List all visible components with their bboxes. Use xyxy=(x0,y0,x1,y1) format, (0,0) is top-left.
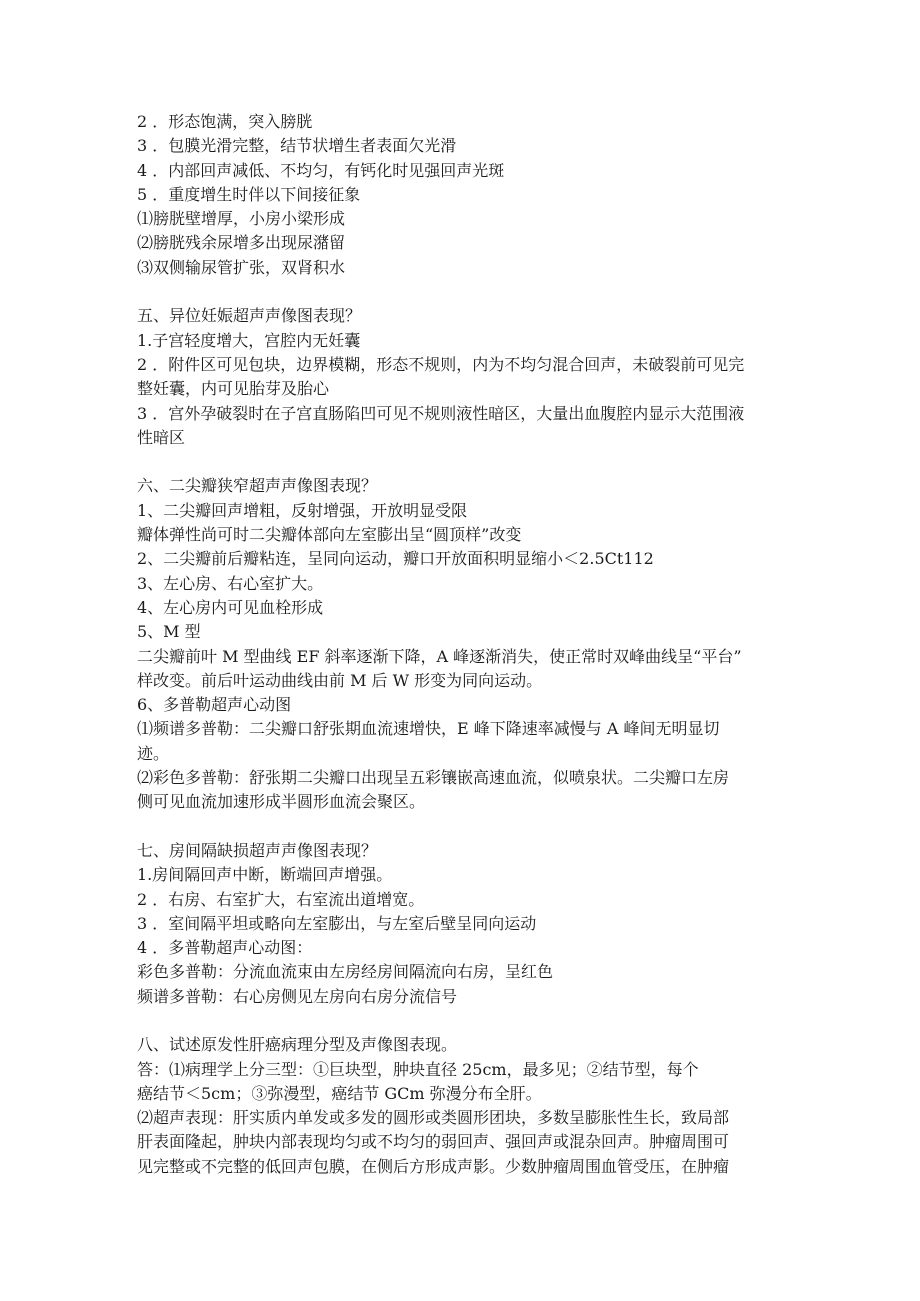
text-line: ⑵膀胱残余尿增多出现尿潴留 xyxy=(137,233,346,253)
text-line: 肝表面隆起，肿块内部表现均匀或不均匀的弱回声、强回声或混杂回声。肿瘤周围可 xyxy=(137,1132,730,1152)
text-line: 5、M 型 xyxy=(137,622,201,642)
text-line: 整妊囊，内可见胎芽及胎心 xyxy=(137,379,330,399)
text-line: 二尖瓣前叶 M 型曲线 EF 斜率逐渐下降，A 峰逐渐消失，使正常时双峰曲线呈“平台” xyxy=(137,646,742,666)
text-line: 侧可见血流加速形成半圆形血流会聚区。 xyxy=(137,792,426,812)
paragraph-gap xyxy=(137,450,790,474)
text-line: 1、二尖瓣回声增粗，反射增强，开放明显受限 xyxy=(137,500,468,520)
text-line: 4 ．内部回声减低、不均匀，有钙化时见强回声光斑 xyxy=(137,160,505,180)
text-line: 频谱多普勒：右心房侧见左房向右房分流信号 xyxy=(137,986,458,1006)
text-section xyxy=(137,304,790,450)
text-line: 1.子宫轻度增大，宫腔内无妊囊 xyxy=(137,330,361,350)
text-line: 样改变。前后叶运动曲线由前 M 后 W 形变为同向运动。 xyxy=(137,670,543,690)
text-line: 八、试述原发性肝癌病理分型及声像图表现。 xyxy=(137,1035,458,1055)
paragraph-gap xyxy=(137,1009,790,1033)
text-line: 彩色多普勒：分流血流束由左房经房间隔流向右房，呈红色 xyxy=(137,962,554,982)
text-section xyxy=(137,474,790,814)
text-line: 3 ．包膜光滑完整，结节状增生者表面欠光滑 xyxy=(137,136,457,156)
text-line: 癌结节＜5cm；③弥漫型，癌结节 GCm 弥漫分布全肝。 xyxy=(137,1083,542,1103)
text-line: 五、异位妊娠超声声像图表现？ xyxy=(137,306,362,326)
document-body xyxy=(137,110,790,1179)
text-line: ⑴膀胱壁增厚，小房小梁形成 xyxy=(137,209,346,229)
text-line: 七、房间隔缺损超声声像图表现？ xyxy=(137,840,378,860)
text-line: ⑵彩色多普勒：舒张期二尖瓣口出现呈五彩镶嵌高速血流，似喷泉状。二尖瓣口左房 xyxy=(137,768,730,788)
text-line: 2 ．附件区可见包块，边界模糊，形态不规则，内为不均匀混合回声，未破裂前可见完 xyxy=(137,354,745,374)
text-line: 六、二尖瓣狭窄超声声像图表现？ xyxy=(137,476,378,496)
text-line: 瓣体弹性尚可时二尖瓣体部向左室膨出呈“圆顶样”改变 xyxy=(137,525,522,545)
text-line: ⑴频谱多普勒：二尖瓣口舒张期血流速增快，E 峰下降速率减慢与 A 峰间无明显切 xyxy=(137,719,720,739)
text-section xyxy=(137,110,790,280)
text-line: 4 ．多普勒超声心动图： xyxy=(137,938,313,958)
text-line: 2 ．形态饱满，突入膀胱 xyxy=(137,112,313,131)
text-line: 5 ．重度增生时伴以下间接征象 xyxy=(137,184,361,204)
text-line: ⑶双侧输尿管扩张，双肾积水 xyxy=(137,257,346,277)
text-section xyxy=(137,839,790,1009)
text-line: ⑵超声表现：肝实质内单发或多发的圆形或类圆形团块，多数呈膨胀性生长，致局部 xyxy=(137,1108,730,1128)
paragraph-gap xyxy=(137,280,790,304)
text-line: 6、多普勒超声心动图 xyxy=(137,695,292,715)
text-line: 3 ．室间隔平坦或略向左室膨出，与左室后壁呈同向运动 xyxy=(137,913,537,933)
text-line: 迹。 xyxy=(137,743,170,763)
text-line: 性暗区 xyxy=(137,427,186,447)
text-line: 4、左心房内可见血栓形成 xyxy=(137,597,324,617)
text-section xyxy=(137,1033,790,1179)
text-line: 3 ．宫外孕破裂时在子宫直肠陷凹可见不规则液性暗区，大量出血腹腔内显示大范围液 xyxy=(137,403,745,423)
text-line: 2、二尖瓣前后瓣粘连，呈同向运动，瓣口开放面积明显缩小＜2.5Ct112 xyxy=(137,549,654,569)
text-line: 3、左心房、右心室扩大。 xyxy=(137,573,324,593)
text-line: 答：⑴病理学上分三型：①巨块型，肿块直径 25cm，最多见；②结节型，每个 xyxy=(137,1059,699,1079)
paragraph-gap xyxy=(137,815,790,839)
text-line: 2 ．右房、右室扩大，右室流出道增宽。 xyxy=(137,889,425,909)
text-line: 见完整或不完整的低回声包膜，在侧后方形成声影。少数肿瘤周围血管受压，在肿瘤 xyxy=(137,1156,730,1176)
text-line: 1.房间隔回声中断，断端回声增强。 xyxy=(137,865,393,885)
